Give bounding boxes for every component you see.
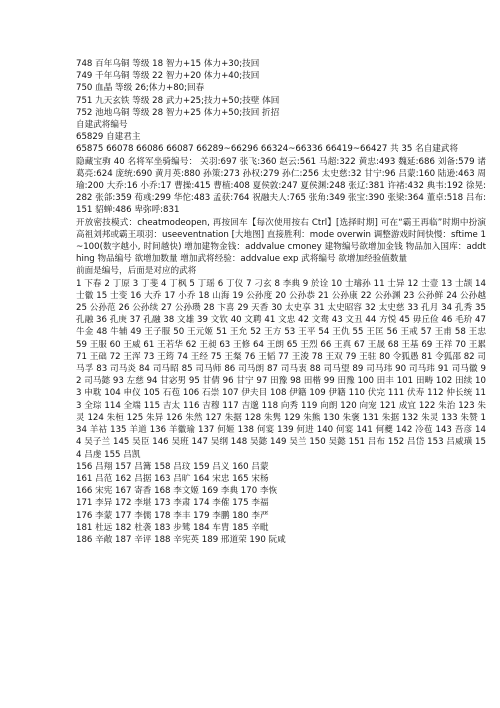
item-line-752: 752 池地乌铜 等级 28 智力+25 体力+50;技回 折招 [76,107,280,118]
generals-row: 186 辛敞 187 辛评 188 辛宪英 189 邢道荣 190 阮咸 [76,534,286,545]
custom-generals-range: 65875 66078 66086 66087 66289~66296 66324~66336 66419~66427 共 35 名自建武将 [76,144,459,155]
generals-row: 156 吕翔 157 吕篝 158 吕玟 159 吕义 160 吕蒙 [76,461,269,472]
cheat-codes-paragraph: 开放密技模式：cheatmodeopen, 再按回车【每次使用按右 Ctrl】[选择时期] 可在“霸王再临”时期中扮演高祖刘邦或霸王项羽：useeventnation [大地图] 直接胜利：mode overwin 调整游戏时间快慢：sftime 1~100(数字越小, 时间越快) 增加建物金钱：addvalue cmoney 建物编号欲增加金钱 物品加入国库：addthing 物品编号 欲增加数量 增加武将经验：addvalue exp 武将编号 欲增加经验值数量 [76,217,486,265]
generals-row: 166 宋宪 167 寄香 168 李文姬 169 李典 170 李恢 [76,486,278,497]
hidden-horses-paragraph: 隐藏宝驹 40 名将军坐骑编号： 关羽:697 张飞:360 赵云:561 马超:322 黄忠:493 魏延:686 刘备:579 诸葛亮:624 庞统:690 黄月英:880 孙策:273 孙权:279 孙仁:256 太史慈:32 甘宁:96 吕蒙:160 陆逊:463 周瑜:200 大乔:16 小乔:17 曹操:415 曹植:408 夏侯敦:247 夏侯渊:248 张辽:381 许褚:432 典韦:192 徐晃:282 张郃:359 荀彧:299 华佗:483 孟获:764 祝融夫人:765 张角:349 张宝:390 张梁:364 董卓:518 吕布:151 貂蝉:486 卑弥呼:831 [76,156,486,216]
generals-row: 181 杜远 182 杜袭 183 步骘 184 车胄 185 辛毗 [76,522,269,533]
item-line-751: 751 九天玄铁 等级 28 武力+25;技力+50;技壁 体回 [76,95,280,106]
generals-row: 171 李异 172 李堪 173 李肃 174 李傕 175 李福 [76,498,269,509]
generals-intro: 前面是编号，后面是对应的武将 [76,266,197,277]
item-line-750: 750 血晶 等级 26;体力+80;回春 [76,83,205,94]
item-line-748: 748 百年乌铜 等级 18 智力+15 体力+30;技回 [76,59,260,69]
lord-code-line: 65829 自建君主 [76,132,141,143]
generals-list-paragraph: 1 下春 2 丁原 3 丁斐 4 丁枫 5 丁瑶 6 丁仪 7 刁玄 8 李典 9 於诠 10 士璿孙 11 士异 12 士壹 13 士颉 14 士徽 15 士变 16 大乔 17 小乔 18 山海 19 公孙度 20 公孙恭 21 公孙康 22 公孙渊 23 公孙鲜 24 公孙越 25 公孙范 26 公孙续 27 公孙瓒 28 卞喜 29 天香 30 太史享 31 太史昭容 32 太史慈 33 孔月 34 孔秀 35 孔融 36 孔庚 37 孔融 38 文雄 39 文钦 40 文聘 41 文忠 42 文鸯 43 文丑 44 方悦 45 毋丘俭 46 毛玠 47 牛金 48 牛辅 49 王子服 50 王元姬 51 王允 52 王方 53 王平 54 王仇 55 王匡 56 王戒 57 王甫 58 王忠 59 王服 60 王威 61 王若华 62 王昶 63 王修 64 王朗 65 王烈 66 王真 67 王晟 68 王基 69 王祥 70 王累 71 王础 72 王浑 73 王筠 74 王经 75 王粲 76 王韬 77 王浚 78 王双 79 王驻 80 令狐愚 81 令狐邵 82 司马孚 83 司马炎 84 司马昭 85 司马师 86 司马朗 87 司马衷 88 司马望 89 司马玮 90 司马玮 91 司马徽 92 司马懿 93 左慈 94 甘宓男 95 甘倩 96 甘宁 97 田豫 98 田楷 99 田豫 100 田丰 101 田畴 102 田续 103 申耽 104 申仪 105 石苞 106 石崇 107 伊夫目 108 伊籍 109 伊籍 110 伏完 111 伏寿 112 仲长统 113 全琮 114 全端 115 吉太 116 吉穆 117 吉邈 118 向秀 119 向朗 120 向宠 121 成宜 122 朱治 123 朱灵 124 朱桓 125 朱异 126 朱然 127 朱据 128 朱隽 129 朱熊 130 朱褒 131 朱据 132 朱灵 133 朱赞 134 羊祜 135 羊道 136 羊徽瑜 137 何姬 138 何宴 139 何进 140 何宴 141 何夔 142 冷苞 143 吾彦 144 吴子兰 145 吴臣 146 吴班 147 吴纲 148 吴懿 149 吴兰 150 吴懿 151 吕布 152 吕岱 153 吕威璜 154 吕虔 155 吕凯 [76,278,486,460]
generals-row: 161 吕范 162 吕据 163 吕旷 164 宋忠 165 宋杨 [76,473,269,484]
item-line-749: 749 千年乌铜 等级 22 智力+20 体力+40;技回 [76,71,260,82]
section-heading: 自建武将编号 [76,120,128,131]
generals-row: 176 李蒙 177 李儒 178 李丰 179 李鹏 180 李严 [76,510,269,521]
